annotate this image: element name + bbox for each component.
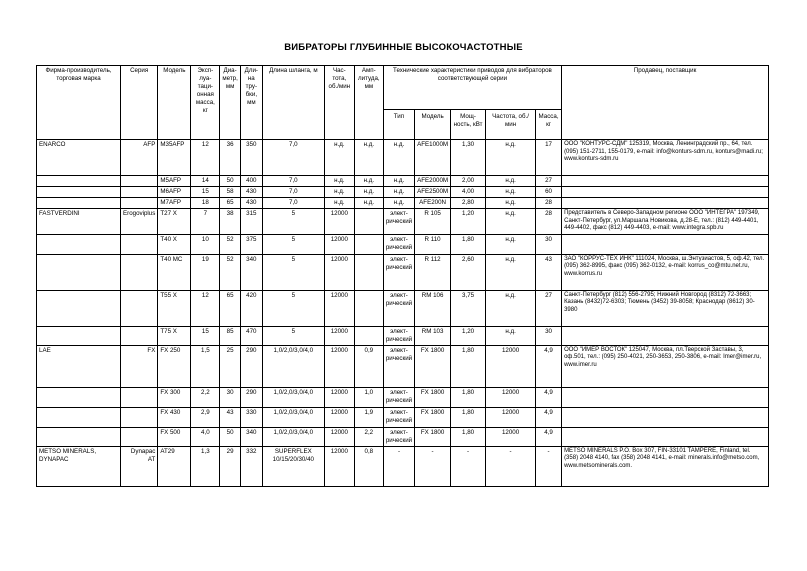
table-row <box>37 176 769 187</box>
drive-power-cell: 1,80 <box>451 427 486 446</box>
drive-model-cell: R 112 <box>415 254 451 290</box>
drive-mass-cell: 28 <box>536 209 562 235</box>
length-cell: 400 <box>240 176 262 187</box>
amplitude-cell: н.д. <box>354 198 383 209</box>
drive-frequency-cell: 12000 <box>486 345 536 387</box>
model-cell: AT29 <box>158 446 191 486</box>
firm-cell: METSO MINERALS, DYNAPAC <box>37 446 121 486</box>
length-cell: 350 <box>240 140 262 176</box>
drive-power-cell: 1,80 <box>451 234 486 254</box>
drive-model-cell: FX 1800 <box>415 407 451 427</box>
drive-frequency-cell: 12000 <box>486 407 536 427</box>
frequency-cell: н.д. <box>324 187 354 198</box>
drive-model-cell: AFE200N <box>415 198 451 209</box>
table-body <box>37 140 769 487</box>
vendor-cell <box>562 427 769 446</box>
header-drive-model: Модель <box>415 110 451 140</box>
frequency-cell: н.д. <box>324 176 354 187</box>
length-cell: 470 <box>240 326 262 345</box>
firm-cell: ENARCO <box>37 140 121 176</box>
header-diameter: Диа-метр, мм <box>220 66 240 140</box>
firm-cell <box>37 407 121 427</box>
length-cell: 340 <box>240 427 262 446</box>
hose-cell: SUPERFLEX 10/15/20/30/40 <box>262 446 324 486</box>
series-cell <box>121 254 158 290</box>
amplitude-cell: 1,0 <box>354 387 383 407</box>
diameter-cell: 38 <box>220 209 240 235</box>
table-row <box>37 290 769 326</box>
series-cell <box>121 407 158 427</box>
header-series: Серия <box>121 66 158 140</box>
mass-cell: 18 <box>191 198 220 209</box>
table-row <box>37 387 769 407</box>
header-model: Модель <box>158 66 191 140</box>
frequency-cell: 12000 <box>324 326 354 345</box>
frequency-cell: 12000 <box>324 209 354 235</box>
drive-model-cell: AFE2000M <box>415 176 451 187</box>
frequency-cell: 12000 <box>324 234 354 254</box>
diameter-cell: 52 <box>220 254 240 290</box>
firm-cell: FASTVERDINI <box>37 209 121 235</box>
mass-cell: 19 <box>191 254 220 290</box>
header-hose: Длина шланга, м <box>262 66 324 140</box>
amplitude-cell: 0,8 <box>354 446 383 486</box>
model-cell: FX 500 <box>158 427 191 446</box>
drive-model-cell: RM 103 <box>415 326 451 345</box>
amplitude-cell <box>354 209 383 235</box>
drive-mass-cell: - <box>536 446 562 486</box>
drive-frequency-cell: н.д. <box>486 198 536 209</box>
header-drive-mass: Масса, кг <box>536 110 562 140</box>
series-cell <box>121 234 158 254</box>
table-row <box>37 254 769 290</box>
drive-type-cell: элект-рический <box>383 407 414 427</box>
model-cell: T27 X <box>158 209 191 235</box>
drive-power-cell: 4,00 <box>451 187 486 198</box>
table-row <box>37 209 769 235</box>
frequency-cell: 12000 <box>324 446 354 486</box>
amplitude-cell: н.д. <box>354 140 383 176</box>
drive-model-cell: R 105 <box>415 209 451 235</box>
diameter-cell: 52 <box>220 234 240 254</box>
amplitude-cell: 2,2 <box>354 427 383 446</box>
amplitude-cell: 1,9 <box>354 407 383 427</box>
mass-cell: 12 <box>191 140 220 176</box>
series-cell <box>121 176 158 187</box>
header-length: Дли-на тру-бки, мм <box>240 66 262 140</box>
hose-cell: 1,0/2,0/3,0/4,0 <box>262 345 324 387</box>
diameter-cell: 65 <box>220 198 240 209</box>
drive-type-cell: элект-рический <box>383 345 414 387</box>
vendor-cell <box>562 387 769 407</box>
drive-frequency-cell: 12000 <box>486 387 536 407</box>
drive-type-cell: н.д. <box>383 187 414 198</box>
diameter-cell: 50 <box>220 427 240 446</box>
drive-power-cell: 2,60 <box>451 254 486 290</box>
mass-cell: 10 <box>191 234 220 254</box>
amplitude-cell <box>354 254 383 290</box>
series-cell: FX <box>121 345 158 387</box>
amplitude-cell <box>354 234 383 254</box>
drive-power-cell: 1,80 <box>451 407 486 427</box>
series-cell <box>121 387 158 407</box>
amplitude-cell <box>354 290 383 326</box>
mass-cell: 1,3 <box>191 446 220 486</box>
table-row <box>37 140 769 176</box>
table-row <box>37 407 769 427</box>
drive-frequency-cell: н.д. <box>486 254 536 290</box>
drive-mass-cell: 4,9 <box>536 345 562 387</box>
hose-cell: 7,0 <box>262 140 324 176</box>
diameter-cell: 50 <box>220 176 240 187</box>
vendor-cell <box>562 176 769 187</box>
hose-cell: 7,0 <box>262 198 324 209</box>
mass-cell: 14 <box>191 176 220 187</box>
table-row <box>37 345 769 387</box>
drive-frequency-cell: н.д. <box>486 187 536 198</box>
series-cell <box>121 326 158 345</box>
hose-cell: 1,0/2,0/3,0/4,0 <box>262 427 324 446</box>
amplitude-cell: 0,9 <box>354 345 383 387</box>
drive-frequency-cell: н.д. <box>486 234 536 254</box>
vendor-cell <box>562 326 769 345</box>
length-cell: 375 <box>240 234 262 254</box>
header-firm: Фирма-производитель, торговая марка <box>37 66 121 140</box>
series-cell <box>121 198 158 209</box>
length-cell: 420 <box>240 290 262 326</box>
vendor-cell: ЗАО "КОРРУС-ТЕХ ИНК" 111024, Москва, ш.Энтузиастов, 5, оф.42, тел. (095) 362-8995, факс (095) 362-0132, e-mail: korrus_co@mtu.net.ru, www.korrus.ru <box>562 254 769 290</box>
firm-cell <box>37 187 121 198</box>
hose-cell: 1,0/2,0/3,0/4,0 <box>262 407 324 427</box>
vendor-cell: Представитель в Северо-Западном регионе ООО "ИНТЕГРА" 197349, Санкт-Петербург, ул.Маршала Новикова, д.28-Е, тел.: (812) 449-4401, 449-4402, факс (812) 449-4403, e-mail: www.integra.spb.ru <box>562 209 769 235</box>
drive-frequency-cell: н.д. <box>486 290 536 326</box>
header-mass: Эксп-луа-таци-онная масса, кг <box>191 66 220 140</box>
mass-cell: 2,2 <box>191 387 220 407</box>
hose-cell: 5 <box>262 209 324 235</box>
drive-mass-cell: 43 <box>536 254 562 290</box>
diameter-cell: 65 <box>220 290 240 326</box>
hose-cell: 5 <box>262 254 324 290</box>
length-cell: 330 <box>240 407 262 427</box>
diameter-cell: 58 <box>220 187 240 198</box>
vibrators-table <box>36 65 769 487</box>
header-drive-frequency: Частота, об./мин <box>486 110 536 140</box>
series-cell <box>121 290 158 326</box>
mass-cell: 15 <box>191 187 220 198</box>
hose-cell: 7,0 <box>262 187 324 198</box>
mass-cell: 12 <box>191 290 220 326</box>
amplitude-cell: н.д. <box>354 187 383 198</box>
drive-power-cell: - <box>451 446 486 486</box>
drive-model-cell: RM 106 <box>415 290 451 326</box>
length-cell: 340 <box>240 254 262 290</box>
firm-cell: LAE <box>37 345 121 387</box>
drive-mass-cell: 27 <box>536 176 562 187</box>
series-cell: AFP <box>121 140 158 176</box>
header-vendor: Продавец, поставщик <box>562 66 769 140</box>
drive-model-cell: FX 1800 <box>415 345 451 387</box>
diameter-cell: 29 <box>220 446 240 486</box>
table-row <box>37 427 769 446</box>
drive-type-cell: элект-рический <box>383 209 414 235</box>
mass-cell: 1,5 <box>191 345 220 387</box>
model-cell: T40 X <box>158 234 191 254</box>
frequency-cell: 12000 <box>324 290 354 326</box>
drive-power-cell: 1,20 <box>451 326 486 345</box>
table-row <box>37 198 769 209</box>
firm-cell <box>37 234 121 254</box>
model-cell: FX 430 <box>158 407 191 427</box>
model-cell: T75 X <box>158 326 191 345</box>
frequency-cell: 12000 <box>324 254 354 290</box>
frequency-cell: 12000 <box>324 387 354 407</box>
series-cell: Dynapac AT <box>121 446 158 486</box>
hose-cell: 5 <box>262 290 324 326</box>
header-frequency: Час-тота, об./мин <box>324 66 354 140</box>
drive-mass-cell: 30 <box>536 326 562 345</box>
drive-frequency-cell: н.д. <box>486 326 536 345</box>
series-cell <box>121 187 158 198</box>
header-drive-group: Технические характеристики приводов для вибраторов соответствующей серии <box>383 66 561 110</box>
model-cell: T40 MC <box>158 254 191 290</box>
drive-power-cell: 1,80 <box>451 345 486 387</box>
vendor-cell: ООО "КОНТУРС-СДМ" 125319, Москва, Ленинградский пр., 64, тел. (095) 151-2711, 155-0179, e-mail: info@konturs-sdm.ru, konturs@madi.ru; www.konturs-sdm.ru <box>562 140 769 176</box>
hose-cell: 7,0 <box>262 176 324 187</box>
drive-type-cell: элект-рический <box>383 234 414 254</box>
series-cell: Erogoviplus <box>121 209 158 235</box>
frequency-cell: н.д. <box>324 140 354 176</box>
length-cell: 332 <box>240 446 262 486</box>
model-cell: FX 250 <box>158 345 191 387</box>
header-drive-type: Тип <box>383 110 414 140</box>
diameter-cell: 36 <box>220 140 240 176</box>
firm-cell <box>37 198 121 209</box>
length-cell: 290 <box>240 387 262 407</box>
firm-cell <box>37 290 121 326</box>
drive-type-cell: элект-рический <box>383 387 414 407</box>
vendor-cell: Санкт-Петербург (812) 556-2795; Нижний Новгород (8312) 72-3663; Казань (8432)72-6303; Тюмень (3452) 39-8058; Краснодар (8612) 30-3980 <box>562 290 769 326</box>
firm-cell <box>37 427 121 446</box>
table-row <box>37 187 769 198</box>
drive-mass-cell: 4,9 <box>536 387 562 407</box>
frequency-cell: н.д. <box>324 198 354 209</box>
drive-model-cell: AFE2500M <box>415 187 451 198</box>
drive-type-cell: н.д. <box>383 140 414 176</box>
vendor-cell <box>562 198 769 209</box>
diameter-cell: 43 <box>220 407 240 427</box>
mass-cell: 7 <box>191 209 220 235</box>
drive-frequency-cell: - <box>486 446 536 486</box>
drive-mass-cell: 4,9 <box>536 427 562 446</box>
model-cell: T55 X <box>158 290 191 326</box>
table-row <box>37 446 769 486</box>
diameter-cell: 25 <box>220 345 240 387</box>
drive-power-cell: 2,80 <box>451 198 486 209</box>
drive-mass-cell: 4,9 <box>536 407 562 427</box>
firm-cell <box>37 387 121 407</box>
drive-frequency-cell: н.д. <box>486 140 536 176</box>
model-cell: FX 300 <box>158 387 191 407</box>
drive-mass-cell: 17 <box>536 140 562 176</box>
table-row <box>37 326 769 345</box>
amplitude-cell <box>354 326 383 345</box>
hose-cell: 5 <box>262 234 324 254</box>
drive-power-cell: 1,80 <box>451 387 486 407</box>
series-cell <box>121 427 158 446</box>
drive-type-cell: элект-рический <box>383 254 414 290</box>
length-cell: 315 <box>240 209 262 235</box>
drive-model-cell: - <box>415 446 451 486</box>
mass-cell: 2,9 <box>191 407 220 427</box>
firm-cell <box>37 254 121 290</box>
length-cell: 430 <box>240 198 262 209</box>
vendor-cell <box>562 407 769 427</box>
vendor-cell <box>562 187 769 198</box>
drive-frequency-cell: н.д. <box>486 209 536 235</box>
drive-type-cell: - <box>383 446 414 486</box>
drive-mass-cell: 60 <box>536 187 562 198</box>
header-amplitude: Амп-литуда, мм <box>354 66 383 140</box>
vendor-cell: METSO MINERALS P.O. Box 307, FIN-33101 TAMPERE, Finland, tel. (358) 2048 4140, fax (358) 2048 4141, e-mail: minerals.info@metso.com, www.metsominerals.com. <box>562 446 769 486</box>
table-row <box>37 234 769 254</box>
document-title: ВИБРАТОРЫ ГЛУБИННЫЕ ВЫСОКОЧАСТОТНЫЕ <box>284 42 523 53</box>
drive-model-cell: FX 1800 <box>415 387 451 407</box>
model-cell: M6AFP <box>158 187 191 198</box>
vendor-cell <box>562 234 769 254</box>
drive-power-cell: 1,30 <box>451 140 486 176</box>
frequency-cell: 12000 <box>324 407 354 427</box>
drive-mass-cell: 27 <box>536 290 562 326</box>
model-cell: M35AFP <box>158 140 191 176</box>
model-cell: M7AFP <box>158 198 191 209</box>
drive-power-cell: 2,00 <box>451 176 486 187</box>
drive-model-cell: R 110 <box>415 234 451 254</box>
hose-cell: 5 <box>262 326 324 345</box>
drive-type-cell: н.д. <box>383 198 414 209</box>
drive-model-cell: AFE1000M <box>415 140 451 176</box>
drive-type-cell: элект-рический <box>383 290 414 326</box>
drive-mass-cell: 30 <box>536 234 562 254</box>
drive-type-cell: элект-рический <box>383 326 414 345</box>
vendor-cell: ООО "ИМЕР ВОСТОК" 125047, Москва, пл.Тверской Заставы, 3, оф.501, тел.: (095) 250-4021, 250-3653, 250-3806, e-mail: Imer@imer.ru, www.imer.ru <box>562 345 769 387</box>
drive-power-cell: 3,75 <box>451 290 486 326</box>
diameter-cell: 85 <box>220 326 240 345</box>
firm-cell <box>37 176 121 187</box>
length-cell: 290 <box>240 345 262 387</box>
drive-model-cell: FX 1800 <box>415 427 451 446</box>
length-cell: 430 <box>240 187 262 198</box>
drive-power-cell: 1,20 <box>451 209 486 235</box>
mass-cell: 15 <box>191 326 220 345</box>
diameter-cell: 30 <box>220 387 240 407</box>
model-cell: M5AFP <box>158 176 191 187</box>
drive-frequency-cell: н.д. <box>486 176 536 187</box>
drive-mass-cell: 28 <box>536 198 562 209</box>
drive-frequency-cell: 12000 <box>486 427 536 446</box>
frequency-cell: 12000 <box>324 427 354 446</box>
drive-type-cell: элект-рический <box>383 427 414 446</box>
drive-type-cell: н.д. <box>383 176 414 187</box>
header-drive-power: Мощ-ность, кВт <box>451 110 486 140</box>
hose-cell: 1,0/2,0/3,0/4,0 <box>262 387 324 407</box>
frequency-cell: 12000 <box>324 345 354 387</box>
mass-cell: 4,0 <box>191 427 220 446</box>
firm-cell <box>37 326 121 345</box>
amplitude-cell: н.д. <box>354 176 383 187</box>
